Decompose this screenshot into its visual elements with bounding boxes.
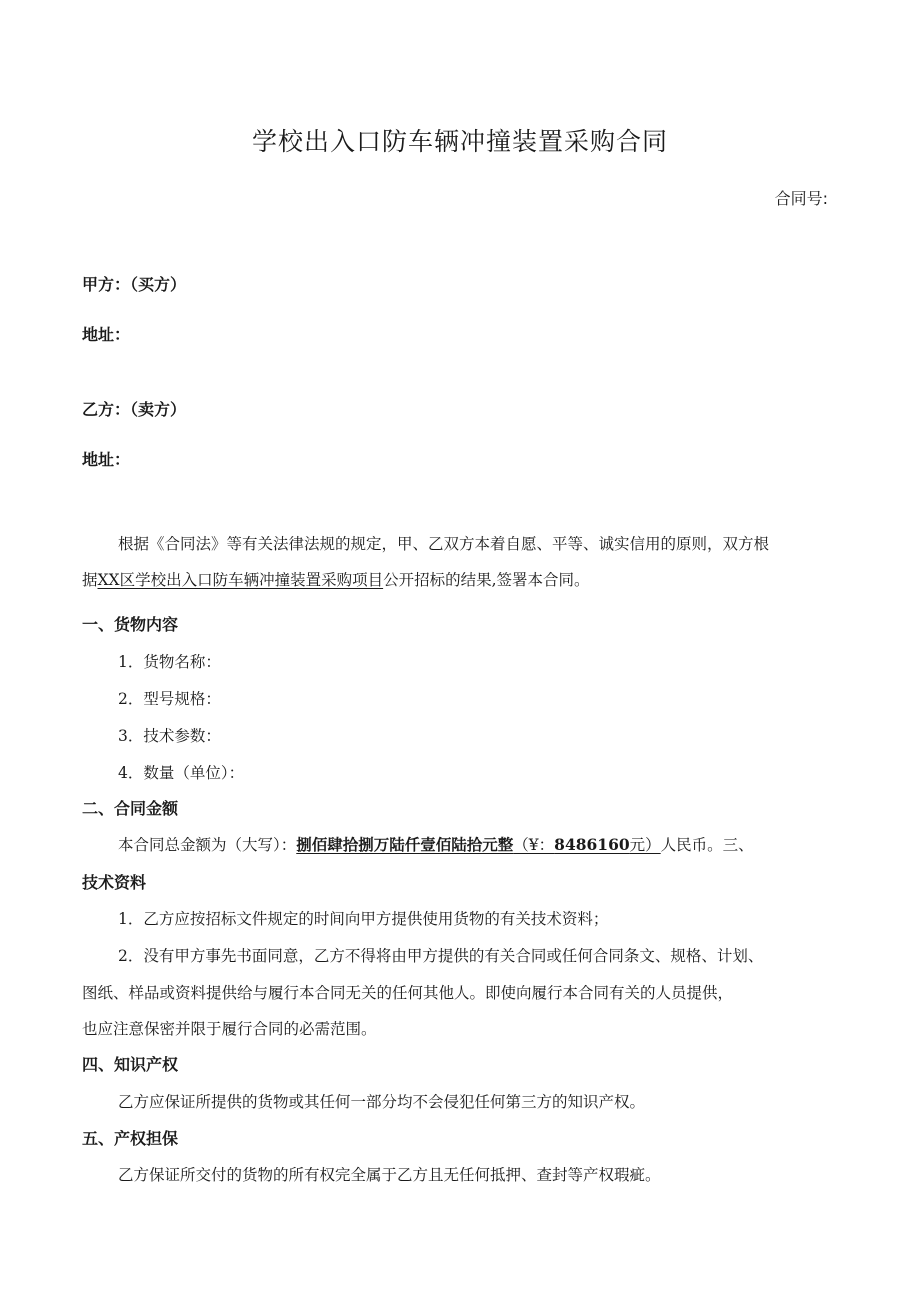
amount-underlined [296, 836, 660, 854]
section-5-text: 乙方保证所交付的货物的所有权完全属于乙方且无任何抵押、查封等产权瑕疵。 [118, 1166, 661, 1184]
amount-in-words: 捌佰肆拾捌万陆仟壹佰陆拾元整 [296, 836, 514, 854]
amount-paren-close: 元） [629, 836, 661, 854]
preamble-prefix: 据 [82, 571, 98, 589]
section-1-item-1: 1．货物名称： [118, 653, 221, 671]
section-4-text: 乙方应保证所提供的货物或其任何一部分均不会侵犯任何第三方的知识产权。 [118, 1093, 646, 1111]
amount-suffix: 人民币。三、 [660, 836, 754, 854]
party-a-address-label: 地址： [82, 325, 131, 344]
section-1-item-2: 2．型号规格： [118, 690, 221, 708]
section-2-heading: 二、合同金额 [82, 799, 179, 818]
amount-number: 8486160 [554, 835, 630, 854]
section-1-item-4: 4．数量（单位）： [118, 764, 245, 782]
section-3-item-2-line-1: 2．没有甲方事先书面同意，乙方不得将由甲方提供的有关合同或任何合同条文、规格、计划、 [118, 947, 764, 965]
party-b-label: 乙方：（卖方） [82, 400, 187, 419]
preamble-line-2 [82, 568, 590, 590]
party-b-address-label: 地址： [82, 450, 131, 469]
section-3-item-2-line-2: 图纸、样品或资料提供给与履行本合同无关的任何其他人。即使向履行本合同有关的人员提供， [82, 984, 734, 1002]
section-3-item-2-line-3: 也应注意保密并限于履行合同的必需范围。 [82, 1020, 377, 1038]
project-name: XX区学校出入口防车辆冲撞装置采购项目 [97, 571, 384, 589]
contract-amount-line [118, 833, 754, 855]
section-4-heading: 四、知识产权 [82, 1055, 179, 1074]
document-title: 学校出入口防车辆冲撞装置采购合同 [251, 127, 668, 156]
amount-prefix: 本合同总金额为（大写）： [118, 836, 297, 854]
contract-number-label: 合同号: [774, 189, 828, 208]
section-3-heading: 技术资料 [82, 873, 147, 892]
section-1-heading: 一、货物内容 [82, 615, 179, 634]
preamble-line-1: 根据《合同法》等有关法律法规的规定，甲、乙双方本着自愿、平等、诚实信用的原则，双方根 [118, 535, 770, 553]
party-a-label: 甲方：（买方） [82, 275, 187, 294]
section-5-heading: 五、产权担保 [82, 1129, 179, 1148]
section-1-item-3: 3．技术参数： [118, 727, 221, 745]
amount-paren-open: （¥： [513, 836, 555, 854]
preamble-suffix: 公开招标的结果,签署本合同。 [383, 571, 590, 589]
section-3-item-1: 1．乙方应按招标文件规定的时间向甲方提供使用货物的有关技术资料； [118, 910, 609, 928]
